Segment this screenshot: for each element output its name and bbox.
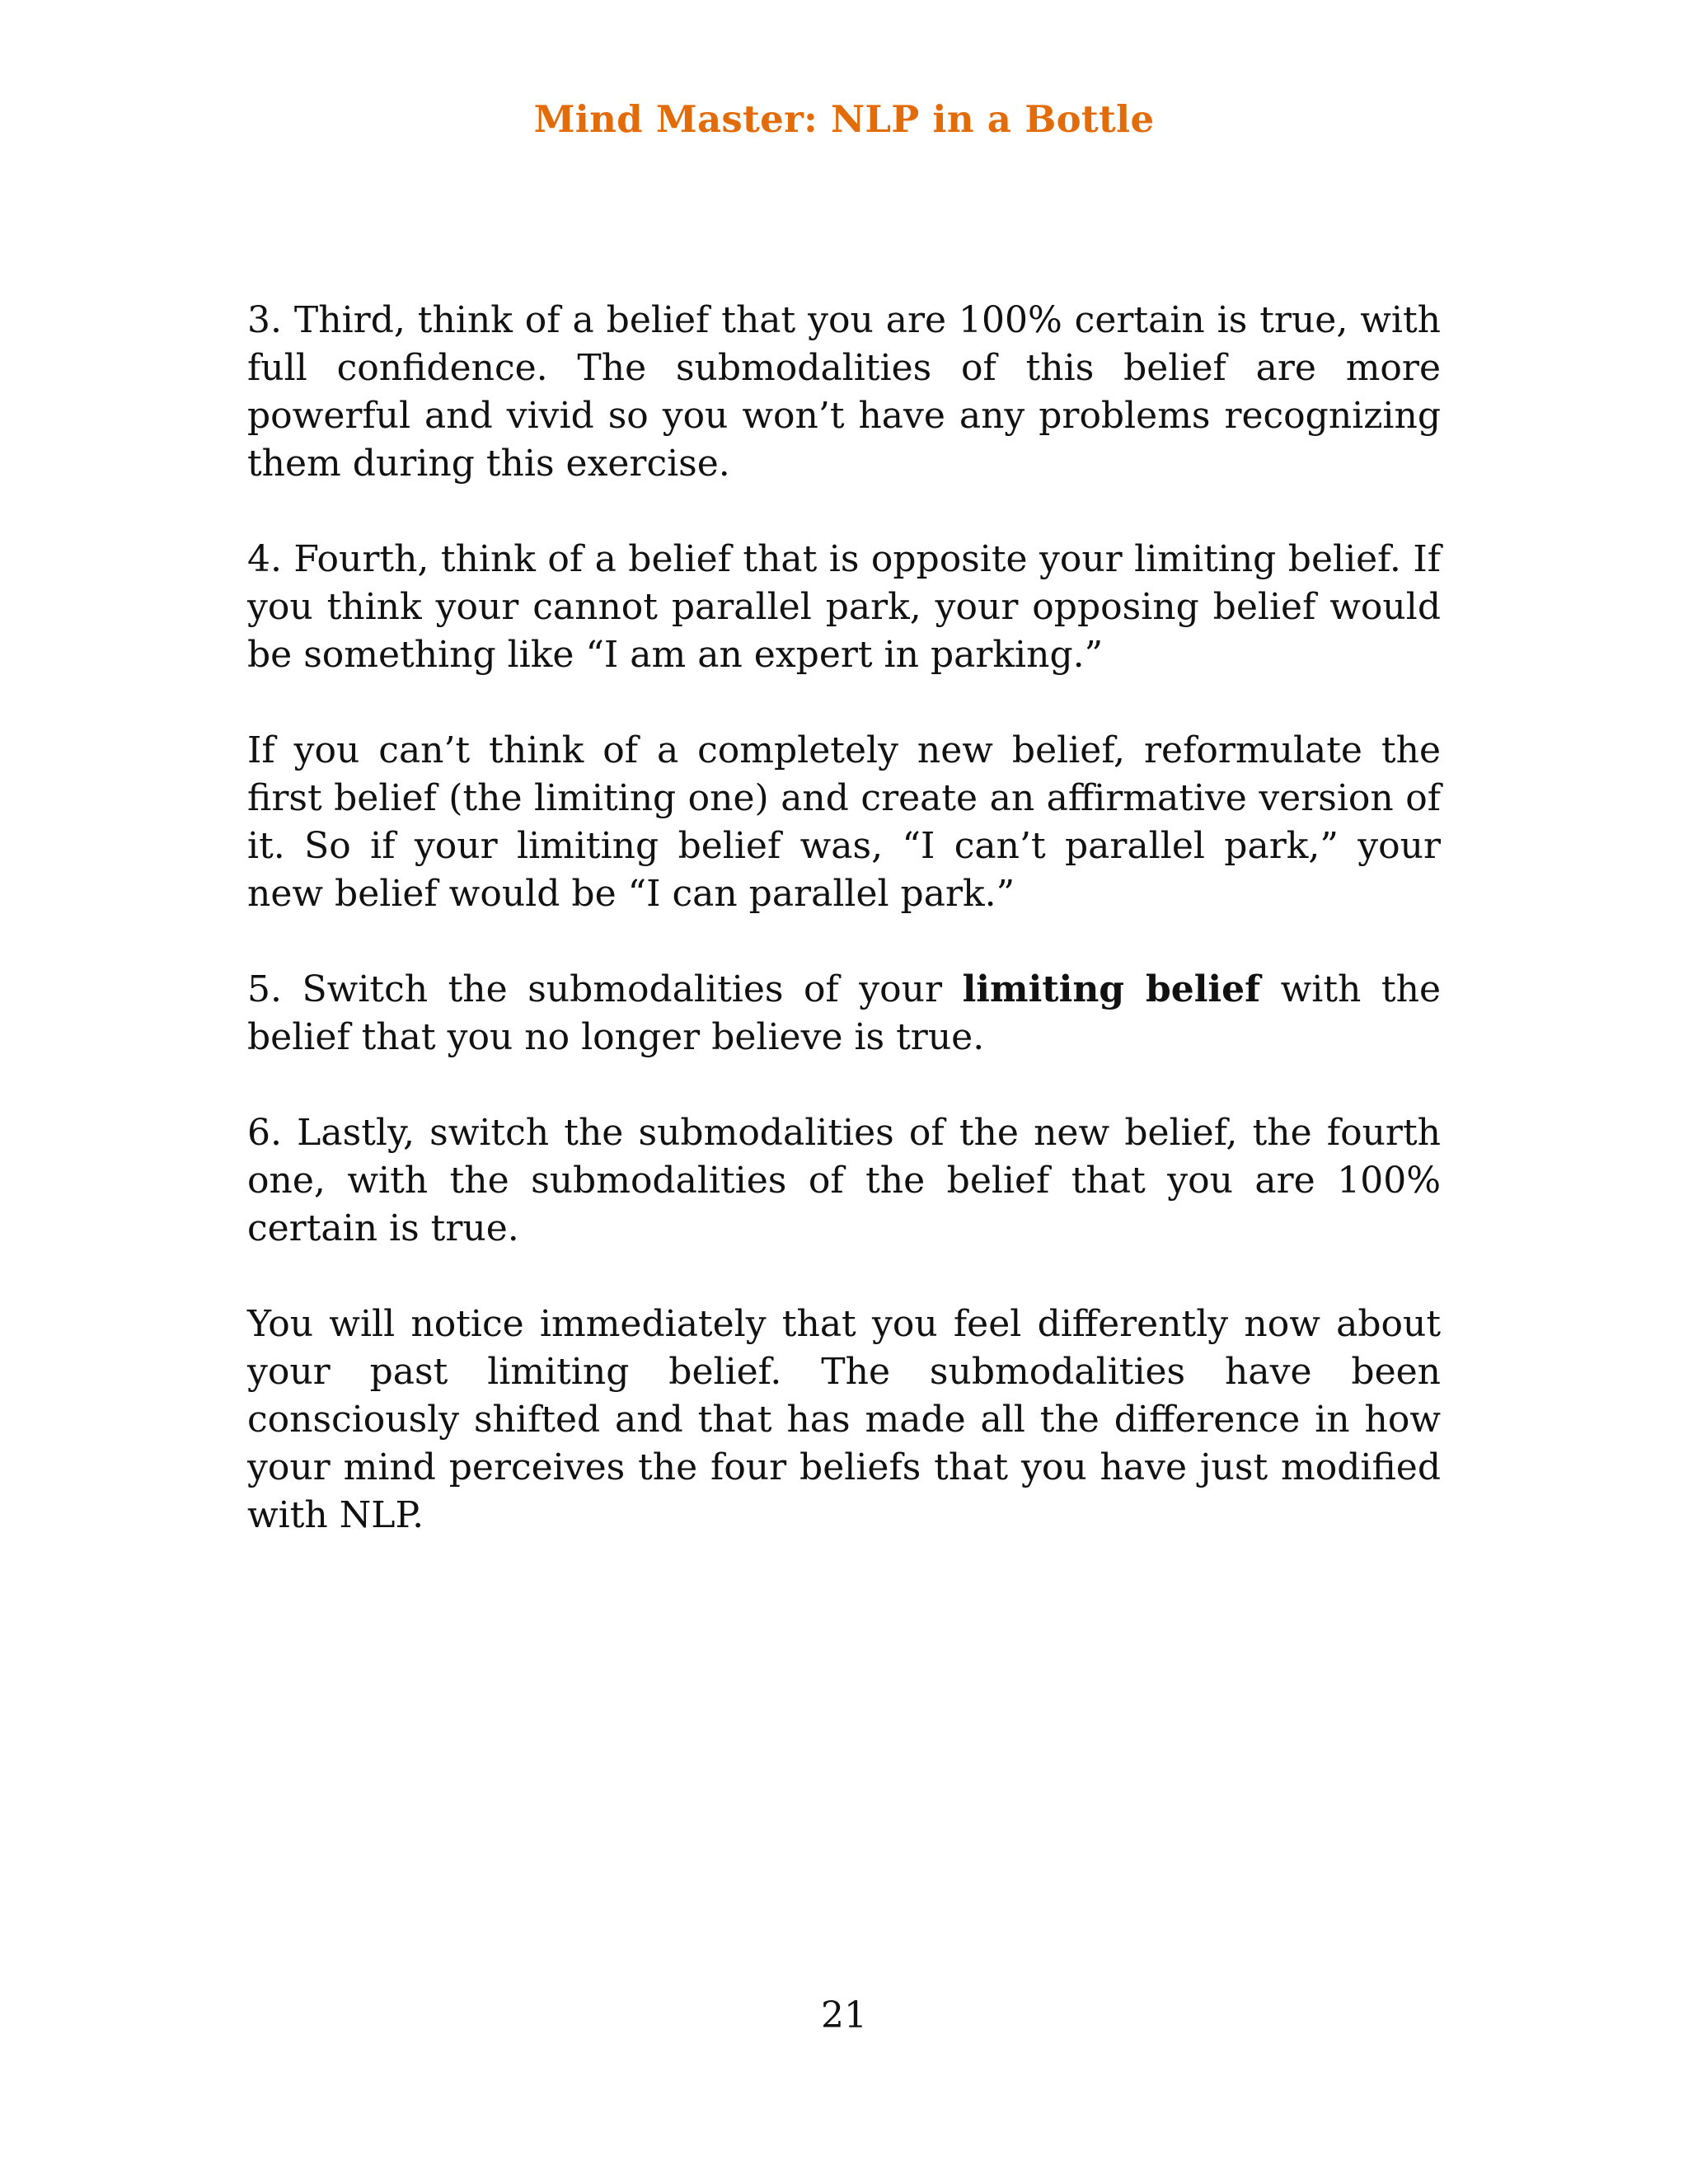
page-body [247,297,1441,1587]
paragraph-reformulate: If you can’t think of a completely new belief, reformulate the first belief (the limiting one) and create an affirmative version of it. So if your limiting belief was, “I can’t parallel park,” your new belief would be “I can parallel park.” [247,729,1441,915]
paragraph-conclusion: You will notice immediately that you feel differently now about your past limiting belief. The submodalities have been consciously shifted and that has made all the difference in how your mind perceives the four beliefs that you have just modified with NLP. [247,1303,1441,1536]
paragraph-step-5-before: 5. Switch the submodalities of your [247,968,963,1010]
paragraph-step-3: 3. Third, think of a belief that you are 100% certain is true, with full confidence. The submodalities of this belief are more powerful and vivid so you won’t have any problems recognizing them during this exercise. [247,299,1441,485]
paragraph-step-5 [247,966,1441,1062]
paragraph-step-4: 4. Fourth, think of a belief that is opposite your limiting belief. If you think your cannot parallel park, your opposing belief would be something like “I am an expert in parking.” [247,538,1441,676]
page-number: 21 [821,1994,867,2036]
paragraph-step-6: 6. Lastly, switch the submodalities of the new belief, the fourth one, with the submodalities of the belief that you are 100% certain is true. [247,1112,1441,1249]
paragraph-step-5-after: with the belief that you no longer believe is true. [247,968,1441,1058]
paragraph-step-5-emphasis: limiting belief [962,968,1261,1010]
running-header-title: Mind Master: NLP in a Bottle [533,97,1155,141]
